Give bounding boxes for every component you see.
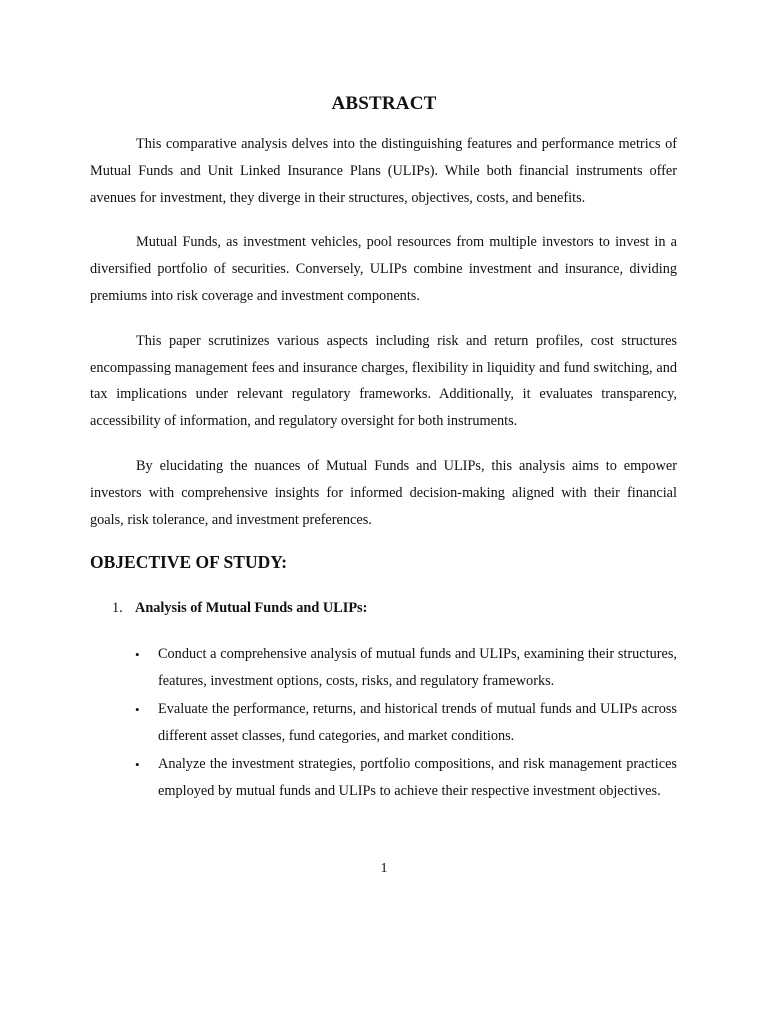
abstract-paragraph-1: This comparative analysis delves into the distinguishing features and performance metrics of Mutual Funds and Unit Linked Insurance Plans (ULIPs). While both financial instruments offer avenues for investment, they diverge in their structures, objectives, costs, and benefits. [90, 136, 677, 206]
bullet-icon: • [135, 647, 140, 663]
objective-bullet-text: Analyze the investment strategies, portfolio compositions, and risk management practices employed by mutual funds and ULIPs to achieve their respective investment objectives. [158, 756, 677, 800]
page-number: 1 [380, 861, 388, 876]
abstract-title: ABSTRACT [331, 93, 437, 114]
abstract-paragraph-2: Mutual Funds, as investment vehicles, pool resources from multiple investors to invest in a diversified portfolio of securities. Conversely, ULIPs combine investment and insurance, dividing premiums into risk coverage and investment components. [90, 234, 677, 304]
objective-bullet-text: Evaluate the performance, returns, and historical trends of mutual funds and ULIPs across different asset classes, fund categories, and market conditions. [158, 701, 677, 745]
abstract-paragraph-3: This paper scrutinizes various aspects including risk and return profiles, cost structures encompassing management fees and insurance charges, flexibility in liquidity and fund switching, and tax implications under relevant regulatory frameworks. Additionally, it evaluates transparency, accessibility of information, and regulatory oversight for both instruments. [90, 332, 677, 430]
objective-item-number: 1. [112, 600, 123, 617]
objective-bullet-list [90, 641, 677, 805]
objective-bullet-2 [90, 696, 677, 750]
objective-bullet-text: Conduct a comprehensive analysis of mutual funds and ULIPs, examining their structures, features, investment options, costs, risks, and regulatory frameworks. [158, 646, 677, 690]
objective-bullet-3 [90, 751, 677, 805]
objective-item-1 [90, 597, 677, 619]
abstract-paragraph-4: By elucidating the nuances of Mutual Funds and ULIPs, this analysis aims to empower investors with comprehensive insights for informed decision-making aligned with their financial goals, risk tolerance, and investment preferences. [90, 457, 677, 528]
objective-heading: OBJECTIVE OF STUDY: [90, 552, 288, 573]
objective-item-title: Analysis of Mutual Funds and ULIPs: [135, 600, 368, 617]
bullet-icon: • [135, 757, 140, 773]
document-body [90, 131, 677, 806]
bullet-icon: • [135, 702, 140, 718]
objective-bullet-1 [90, 641, 677, 695]
